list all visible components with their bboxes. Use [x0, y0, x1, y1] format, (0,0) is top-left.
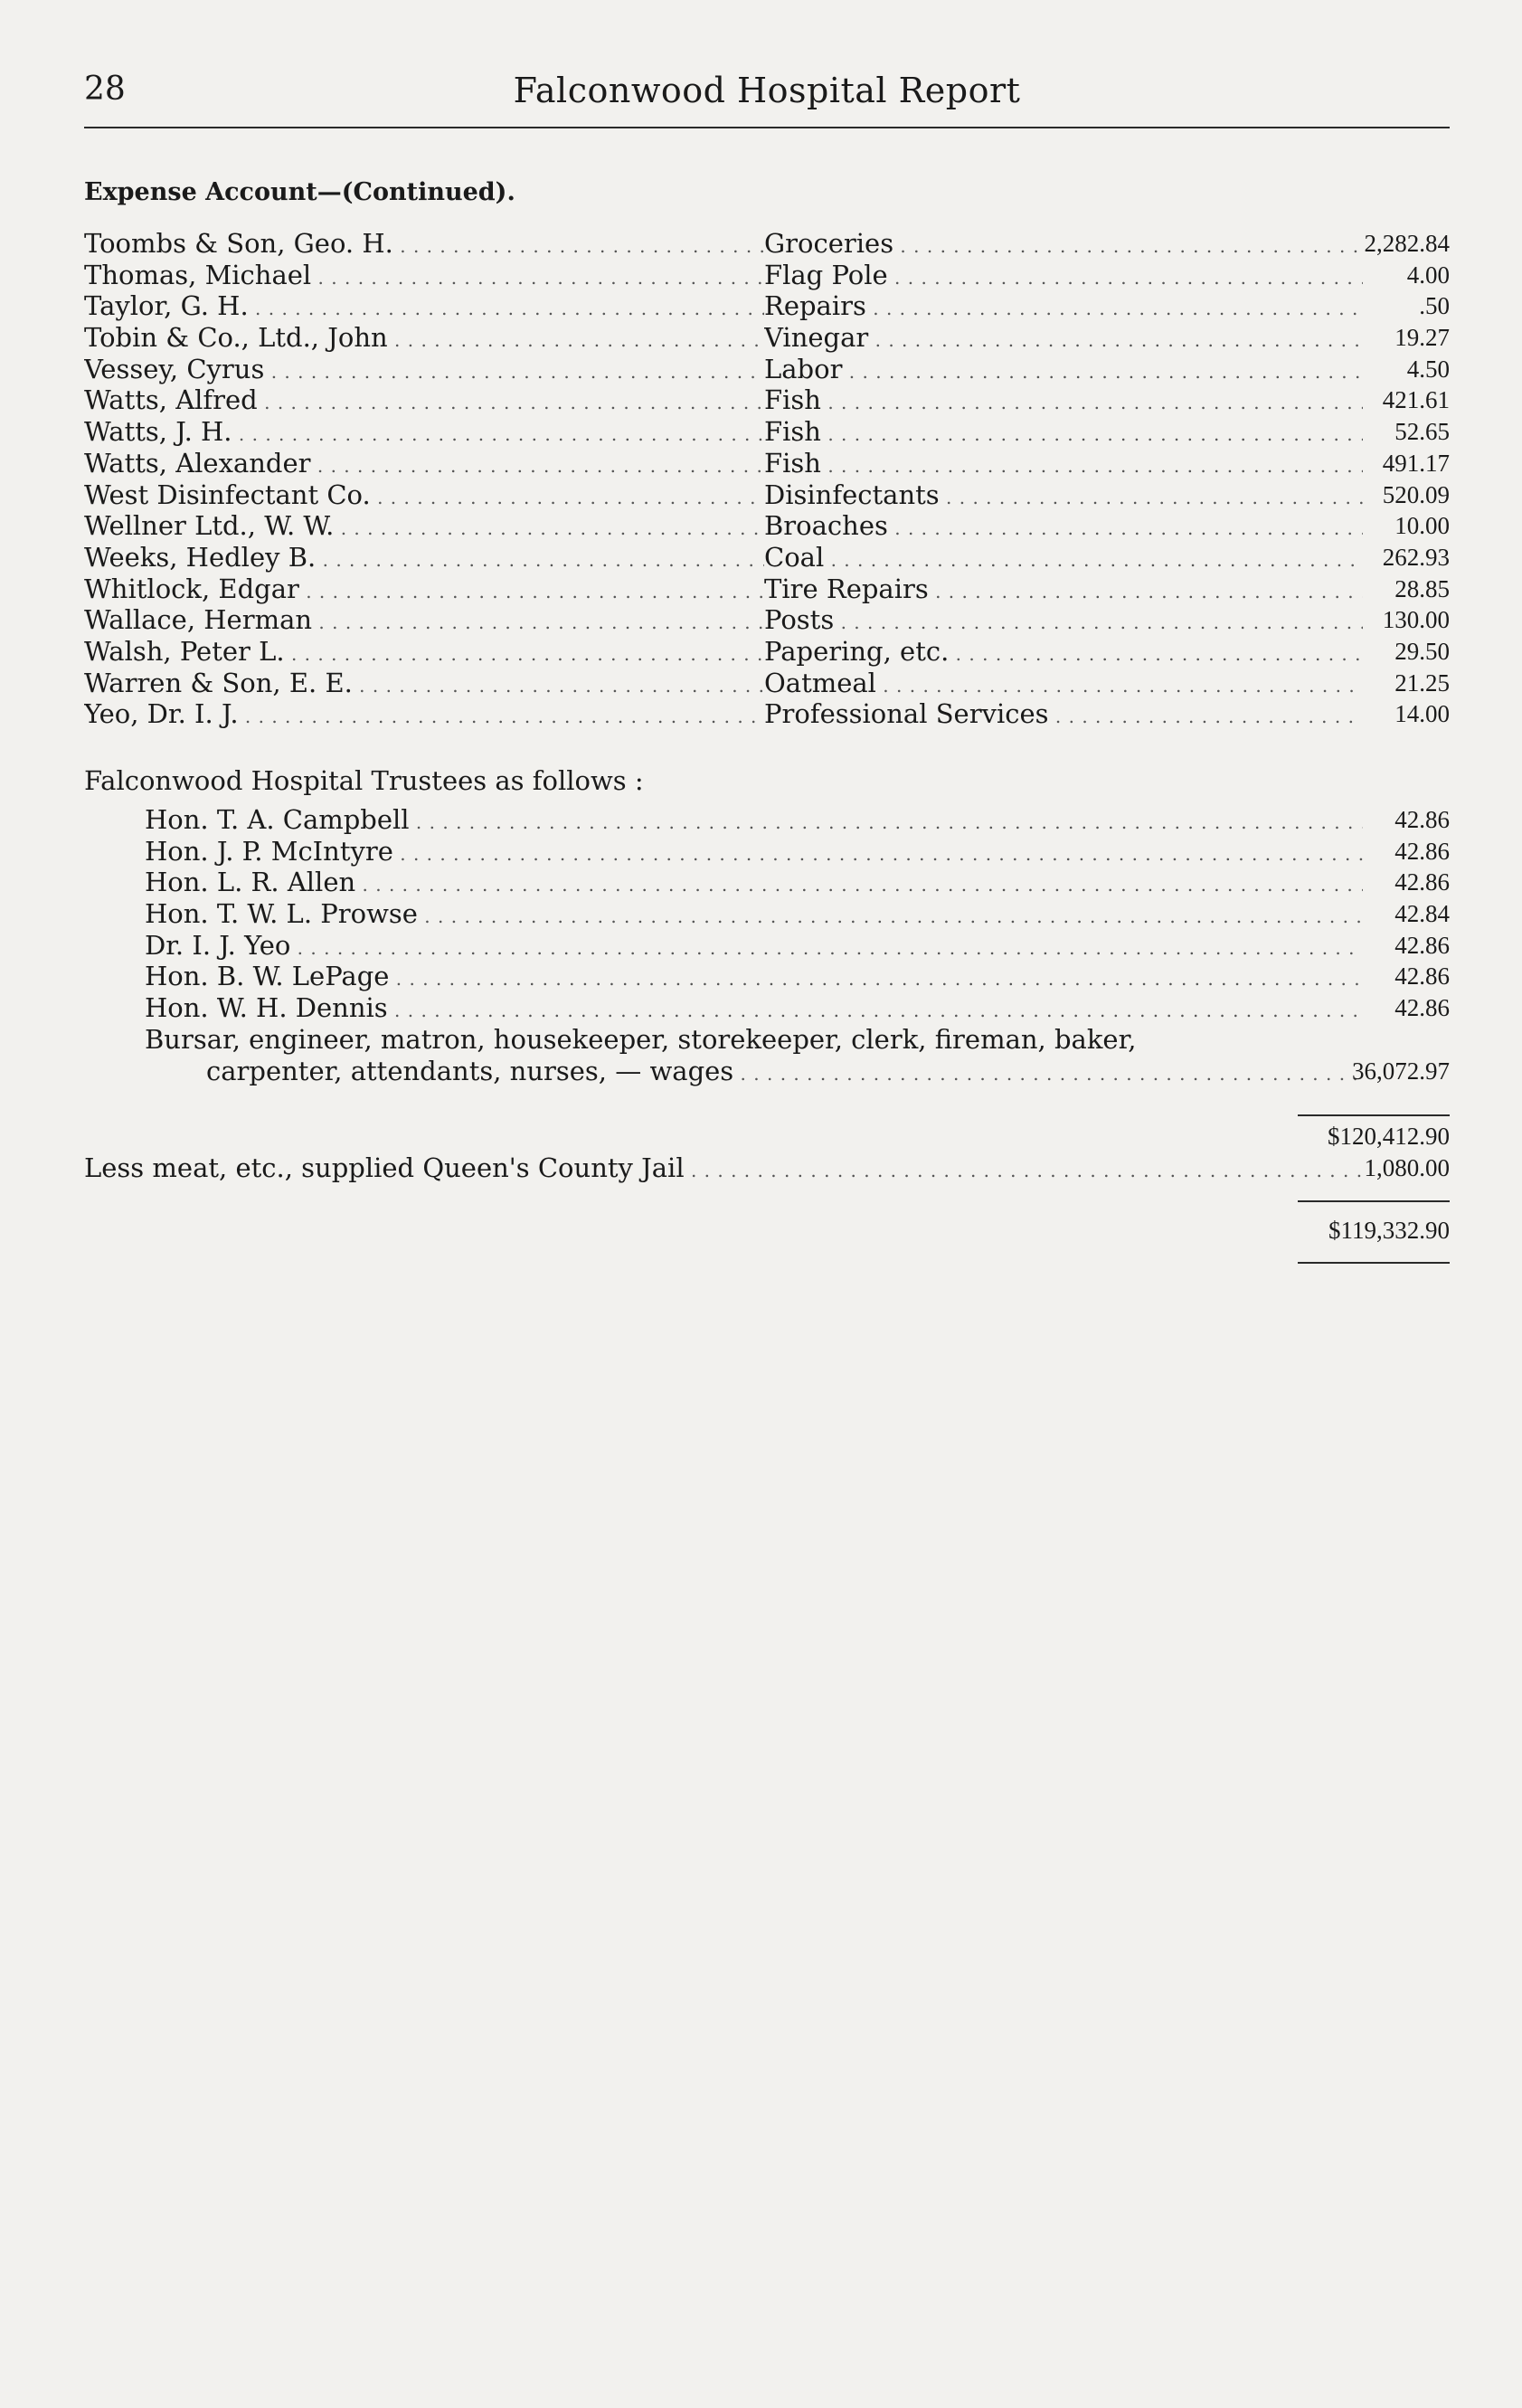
payee-name: Yeo, Dr. I. J. . . . [84, 698, 764, 733]
trustee-row [84, 836, 1450, 867]
payee-name: West Disinfectant Co. . . . [84, 479, 764, 514]
trustee-name: Hon. W. H. Dennis . . . [145, 992, 1363, 1027]
payee-name: Walsh, Peter L. . . . [84, 636, 764, 670]
expense-item: Tire Repairs . . . [764, 574, 1363, 608]
expense-amount: 29.50 [1394, 637, 1450, 665]
trustee-amount: 42.86 [1394, 962, 1450, 991]
expense-amount: 10.00 [1394, 512, 1450, 540]
expense-amount: 421.61 [1382, 386, 1450, 414]
expense-item: Groceries . . . [764, 228, 1363, 262]
trustee-name: Hon. L. R. Allen . . . [145, 867, 1363, 901]
expense-row [84, 416, 1450, 448]
expense-row [84, 290, 1450, 322]
payee-name: Whitlock, Edgar . . . [84, 574, 764, 608]
trustee-name: Hon. T. A. Campbell . . . [145, 804, 1363, 839]
expense-amount: 491.17 [1382, 449, 1450, 477]
expense-item: Oatmeal . . . [764, 668, 1363, 702]
trustee-amount: 42.86 [1394, 994, 1450, 1022]
expense-row [84, 260, 1450, 291]
trustee-row [84, 867, 1450, 898]
expense-amount: 19.27 [1394, 324, 1450, 352]
expense-row [84, 542, 1450, 574]
expense-amount: 28.85 [1394, 574, 1450, 602]
payee-name: Watts, Alfred . . . [84, 384, 764, 419]
payee-name: Weeks, Hedley B. . . . [84, 542, 764, 576]
trustee-row [84, 898, 1450, 930]
trustee-row [84, 804, 1450, 836]
trustee-name: Hon. B. W. LePage . . . [145, 961, 1363, 995]
expense-item: Fish . . . [764, 416, 1363, 450]
payee-name: Wellner Ltd., W. W. . . . [84, 510, 764, 545]
section-title: Expense Account—(Continued). [84, 178, 515, 206]
payee-name: Watts, J. H. . . . [84, 416, 764, 450]
expense-item: Vinegar . . . [764, 322, 1363, 356]
expense-amount: 14.00 [1394, 700, 1450, 728]
trustee-name: Hon. T. W. L. Prowse . . . [145, 898, 1363, 933]
page-number: 28 [84, 71, 126, 108]
expense-list [84, 228, 1450, 730]
expense-row [84, 604, 1450, 636]
payee-name: Wallace, Herman . . . [84, 604, 764, 639]
expense-row [84, 574, 1450, 605]
expense-row [84, 384, 1450, 416]
expense-item: Labor . . . [764, 354, 1363, 388]
expense-item: Papering, etc. . . . [764, 636, 1363, 670]
expense-row [84, 354, 1450, 385]
trustee-row [84, 992, 1450, 1024]
expense-row [84, 510, 1450, 542]
expense-item: Posts . . . [764, 604, 1363, 639]
expense-amount: 4.50 [1406, 355, 1450, 383]
expense-item: Professional Services . . . [764, 698, 1363, 733]
trustee-name: Hon. J. P. McIntyre . . . [145, 836, 1363, 870]
expense-row [84, 322, 1450, 354]
page-title: Falconwood Hospital Report [513, 71, 1021, 110]
header-rule [84, 127, 1450, 128]
expense-amount: 21.25 [1394, 668, 1450, 697]
grand-total-rule [1298, 1262, 1450, 1264]
expense-amount: 130.00 [1382, 606, 1450, 634]
trustee-amount: 42.86 [1394, 806, 1450, 833]
wages-amount: 36,072.97 [1352, 1057, 1450, 1085]
page-header [84, 71, 1450, 118]
total-rule [1298, 1200, 1450, 1202]
expense-item: Fish . . . [764, 384, 1363, 419]
payee-name: Warren & Son, E. E. . . . [84, 668, 764, 702]
expense-amount: 262.93 [1382, 543, 1450, 571]
expense-item: Disinfectants . . . [764, 479, 1363, 514]
expense-amount: 2,282.84 [1364, 230, 1450, 257]
payee-name: Tobin & Co., Ltd., John . . . [84, 322, 764, 356]
wages-description-line2: carpenter, attendants, nurses, — wages . . . [206, 1056, 1363, 1090]
payee-name: Watts, Alexander . . . [84, 448, 764, 482]
expense-item: Repairs . . . [764, 290, 1363, 325]
payee-name: Toombs & Son, Geo. H. . . . [84, 228, 764, 262]
trustees-list [84, 804, 1450, 1024]
expense-row [84, 698, 1450, 730]
expense-row [84, 636, 1450, 668]
expense-item: Coal . . . [764, 542, 1363, 576]
trustee-amount: 42.86 [1394, 931, 1450, 959]
expense-row [84, 668, 1450, 699]
expense-amount: 4.00 [1406, 261, 1450, 289]
trustees-heading: Falconwood Hospital Trustees as follows : [84, 765, 644, 796]
trustee-amount: 42.86 [1394, 837, 1450, 865]
expense-row [84, 448, 1450, 479]
less-amount: 1,080.00 [1364, 1154, 1450, 1181]
wages-description-line1: Bursar, engineer, matron, housekeeper, storekeeper, clerk, fireman, baker, [145, 1024, 1137, 1055]
trustee-row [84, 930, 1450, 962]
trustee-name: Dr. I. J. Yeo . . . [145, 930, 1363, 964]
trustee-row [84, 961, 1450, 992]
payee-name: Thomas, Michael . . . [84, 260, 764, 294]
expense-amount: .50 [1419, 292, 1450, 320]
grand-total-amount: $119,332.90 [1328, 1217, 1450, 1244]
expense-amount: 520.09 [1382, 480, 1450, 508]
less-label: Less meat, etc., supplied Queen's County Jail . . . [84, 1152, 1363, 1187]
subtotal-amount: $120,412.90 [1328, 1123, 1450, 1150]
expense-item: Flag Pole . . . [764, 260, 1363, 294]
trustee-amount: 42.84 [1394, 900, 1450, 928]
expense-item: Fish . . . [764, 448, 1363, 482]
expense-item: Broaches . . . [764, 510, 1363, 545]
expense-amount: 52.65 [1394, 418, 1450, 446]
expense-row [84, 228, 1450, 260]
trustee-amount: 42.86 [1394, 868, 1450, 896]
payee-name: Vessey, Cyrus . . . [84, 354, 764, 388]
subtotal-rule [1298, 1114, 1450, 1116]
expense-row [84, 479, 1450, 511]
payee-name: Taylor, G. H. . . . [84, 290, 764, 325]
